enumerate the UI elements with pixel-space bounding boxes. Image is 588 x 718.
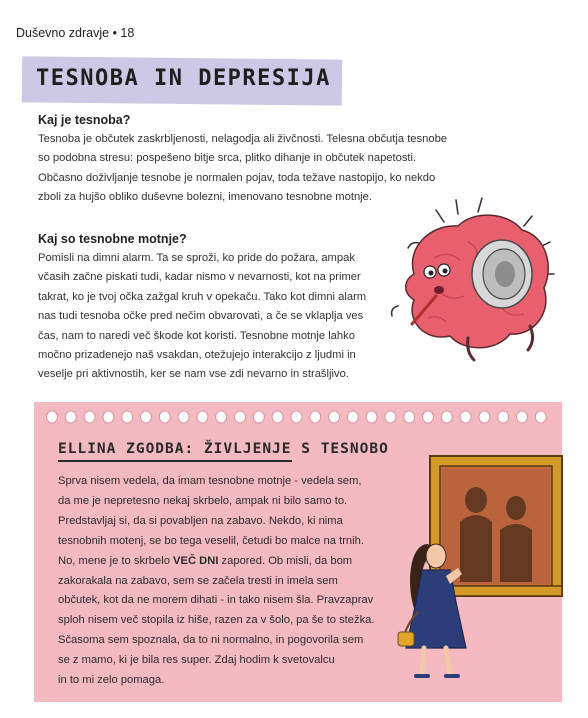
text-line: Sčasoma sem spoznala, da to ni normalno, in pogovorila sem bbox=[58, 634, 364, 647]
text-line: čas, nam to naredi več škode kot koristi. Tesnobne motnje lahko bbox=[38, 329, 355, 342]
text-line: Pomisli na dimni alarm. Ta se sproži, ko pride do požara, ampak bbox=[38, 252, 355, 264]
text-line: sploh nisem več stopila iz hiše, razen za v šolo, pa še to stežka. bbox=[58, 614, 375, 627]
text-line: takrat, ko je tvoj očka zažgal kruh v opekaču. Tako kot dimni alarm bbox=[38, 290, 367, 303]
emphasis-text: VEČ DNI bbox=[173, 554, 219, 567]
page-title: TESNOBA IN DEPRESIJA bbox=[36, 66, 331, 91]
spiral-hole bbox=[385, 411, 396, 423]
spiral-hole bbox=[103, 411, 114, 423]
text-line: močno prizadenejo naš vsakdan, otežujejo interakcijo z ljudmi in bbox=[38, 349, 356, 362]
text-line bbox=[58, 552, 375, 572]
spiral-binding bbox=[44, 408, 554, 426]
spiral-hole bbox=[253, 411, 264, 423]
section-heading-anxiety: Kaj je tesnoba? bbox=[38, 113, 131, 127]
spiral-hole bbox=[122, 411, 133, 423]
spiral-hole bbox=[216, 411, 227, 423]
spiral-hole bbox=[347, 411, 358, 423]
spiral-hole bbox=[235, 411, 246, 423]
page-header: Duševno zdravje • 18 bbox=[16, 26, 135, 40]
spiral-hole bbox=[498, 411, 509, 423]
text-fragment: zapored. Ob misli, da bom bbox=[221, 554, 353, 567]
girl-window-illustration bbox=[396, 452, 566, 682]
text-fragment: No, mene je to skrbelo bbox=[58, 554, 170, 567]
text-line: se z mamo, ki je bila res super. Zdaj hodim k svetovalcu bbox=[58, 654, 335, 667]
story-title: ELLINA ZGODBA: ŽIVLJENJE S TESNOBO bbox=[58, 441, 389, 457]
spiral-hole bbox=[291, 411, 302, 423]
text-line: veselje pri aktivnostih, ker se nam vse zdi nevarno in strašljivo. bbox=[38, 368, 349, 381]
spiral-hole bbox=[423, 411, 434, 423]
section-heading-disorders: Kaj so tesnobne motnje? bbox=[38, 232, 187, 246]
text-line: včasih začne piskati tudi, kadar nismo v nevarnosti, kot na primer bbox=[38, 271, 361, 284]
text-line: tesnobnih motenj, se bo tega veselil, četudi bo malce na trnih. bbox=[58, 534, 364, 547]
text-line: nas tudi tesnoba očke pred nečim obvarovati, a če se vklaplja ves bbox=[38, 310, 364, 323]
spiral-hole bbox=[272, 411, 283, 423]
text-line: Sprva nisem vedela, da imam tesnobne motnje - vedela sem, bbox=[58, 475, 362, 487]
spiral-hole bbox=[366, 411, 377, 423]
text-line: Tesnoba je občutek zaskrbljenosti, nelagodja ali živčnosti. Telesna občutja tesnobe bbox=[38, 133, 448, 145]
text-line: so podobna stresu: pospešeno bitje srca, plitko dihanje in občutek napetosti. bbox=[38, 152, 417, 165]
spiral-hole bbox=[404, 411, 415, 423]
spiral-hole bbox=[310, 411, 321, 423]
text-line: občutek, kot da ne morem dihati - in tako nisem šla. Pravzaprav bbox=[58, 594, 374, 607]
spiral-hole bbox=[84, 411, 95, 423]
brain-illustration bbox=[384, 196, 570, 366]
text-line: zboli za hujšo obliko duševne bolezni, imenovano tesnobne motnje. bbox=[38, 191, 372, 204]
spiral-hole bbox=[47, 411, 58, 423]
spiral-hole bbox=[178, 411, 189, 423]
text-line: da me je nepretesno nekaj skrbelo, ampak ni bilo samo to. bbox=[58, 494, 348, 507]
spiral-hole bbox=[141, 411, 152, 423]
spiral-hole bbox=[441, 411, 452, 423]
text-line: Občasno doživljanje tesnobe je normalen pojav, toda težave nastopijo, ko nekdo bbox=[38, 171, 436, 184]
story-title-underline bbox=[58, 460, 292, 462]
spiral-hole bbox=[535, 411, 546, 423]
spiral-hole bbox=[479, 411, 490, 423]
spiral-hole bbox=[517, 411, 528, 423]
spiral-hole bbox=[197, 411, 208, 423]
spiral-hole bbox=[460, 411, 471, 423]
spiral-hole bbox=[65, 411, 76, 423]
spiral-hole bbox=[329, 411, 340, 423]
text-line: zakorakala na zabavo, sem se začela tresti in imela sem bbox=[58, 574, 338, 587]
story-text bbox=[58, 472, 375, 691]
spiral-hole bbox=[159, 411, 170, 423]
text-line: Predstavljaj si, da si povabljen na zabavo. Nekdo, ki nima bbox=[58, 514, 343, 527]
text-line: in to mi zelo pomaga. bbox=[58, 674, 165, 687]
